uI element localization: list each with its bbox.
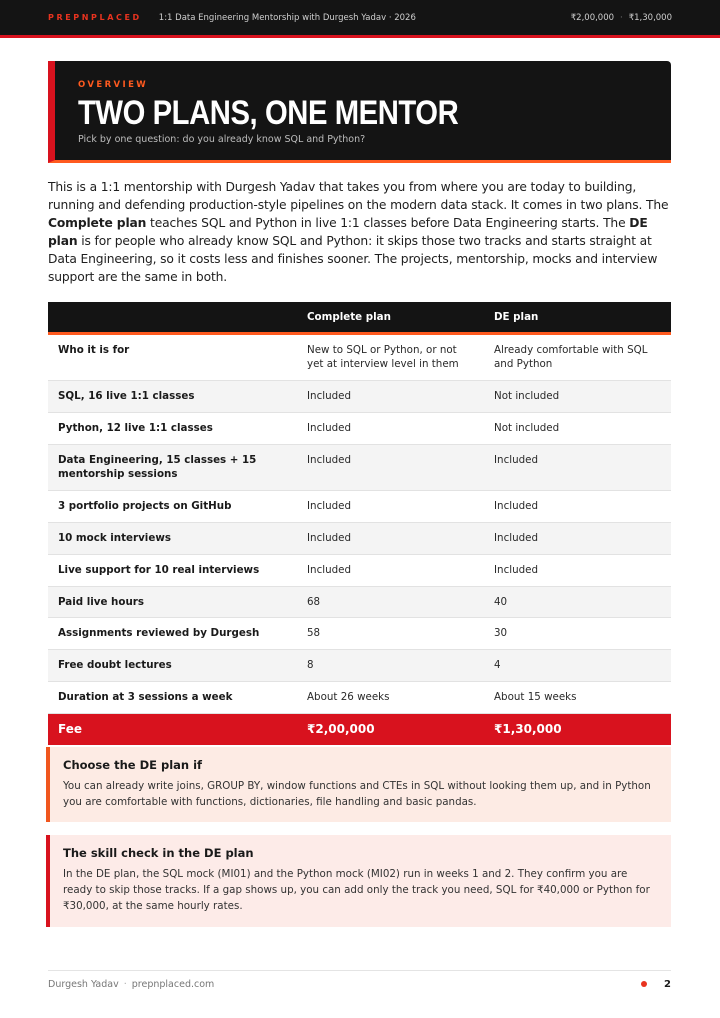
row-label: Who it is for — [48, 333, 297, 381]
intro-paragraph — [48, 178, 672, 287]
complete-plan-cell: 8 — [297, 650, 484, 682]
de-plan-cell: 30 — [484, 618, 671, 650]
callout-heading: Choose the DE plan if — [63, 758, 203, 772]
footer-site-link[interactable]: prepnplaced.com — [131, 978, 215, 990]
fee-de-plan: ₹1,30,000 — [484, 713, 671, 744]
price-separator: · — [620, 12, 623, 23]
intro-text-3: is for people who already know SQL and Python: it skips those two tracks and starts straight at Data Engineering, so it costs less and finishes sooner. The projects, mentorship, mocks and interview support are the same in both. — [48, 234, 658, 285]
row-label: 3 portfolio projects on GitHub — [48, 491, 297, 523]
de-plan-cell: Included — [484, 444, 671, 491]
de-plan-cell: Included — [484, 554, 671, 586]
page-subtitle: Pick by one question: do you already know SQL and Python? — [78, 134, 366, 145]
complete-plan-cell: 68 — [297, 586, 484, 618]
de-plan-term: DE plan — [48, 216, 648, 249]
fee-row — [48, 713, 671, 744]
row-label: Duration at 3 sessions a week — [48, 682, 297, 714]
table-row — [48, 412, 671, 444]
price-complete: ₹2,00,000 — [570, 12, 615, 23]
table-row — [48, 618, 671, 650]
plan-comparison-table — [48, 302, 671, 745]
table-row — [48, 491, 671, 523]
complete-plan-cell: Included — [297, 491, 484, 523]
overview-hero — [48, 61, 671, 163]
page-footer — [48, 976, 671, 992]
callout-choose-de — [46, 747, 671, 822]
callout-skill-check — [46, 835, 671, 927]
row-label: Free doubt lectures — [48, 650, 297, 682]
page-number: 2 — [664, 978, 671, 990]
intro-text-2: teaches SQL and Python in live 1:1 classes before Data Engineering starts. The — [146, 216, 630, 231]
table-header-row — [48, 302, 671, 333]
fee-label: Fee — [48, 713, 297, 744]
footer-author: Durgesh Yadav — [48, 978, 119, 990]
top-bar — [0, 0, 720, 38]
page-title: TWO PLANS, ONE MENTOR — [78, 94, 459, 132]
callout-body: In the DE plan, the SQL mock (MI01) and the Python mock (MI02) run in weeks 1 and 2. They confirm you are ready to skip those tracks. If a gap shows up, you can add only the track you need, SQL for ₹40,000 or Python for ₹30,000, at the same hourly rates. — [63, 868, 650, 912]
complete-plan-cell: Included — [297, 444, 484, 491]
row-label: SQL, 16 live 1:1 classes — [48, 381, 297, 413]
complete-plan-cell: Included — [297, 554, 484, 586]
de-plan-cell: 4 — [484, 650, 671, 682]
row-label: Python, 12 live 1:1 classes — [48, 412, 297, 444]
header-complete-plan: Complete plan — [297, 302, 484, 333]
de-plan-cell: Not included — [484, 412, 671, 444]
document-title: 1:1 Data Engineering Mentorship with Durgesh Yadav · 2026 — [158, 12, 416, 23]
price-summary — [571, 13, 672, 23]
complete-plan-cell: Included — [297, 381, 484, 413]
header-de-plan: DE plan — [484, 302, 671, 333]
callout-heading: The skill check in the DE plan — [63, 846, 254, 860]
de-plan-cell: About 15 weeks — [484, 682, 671, 714]
row-label: Data Engineering, 15 classes + 15 mentorship sessions — [48, 444, 297, 491]
table-row — [48, 682, 671, 714]
brand-logo: PREPNPLACED — [48, 13, 142, 22]
complete-plan-cell: 58 — [297, 618, 484, 650]
footer-dot-icon — [641, 981, 647, 987]
price-de: ₹1,30,000 — [628, 12, 672, 23]
fee-complete-plan: ₹2,00,000 — [297, 713, 484, 744]
de-plan-cell: Not included — [484, 381, 671, 413]
complete-plan-cell: About 26 weeks — [297, 682, 484, 714]
de-plan-cell: 40 — [484, 586, 671, 618]
footer-divider — [48, 970, 671, 971]
table-row — [48, 381, 671, 413]
table-row — [48, 444, 671, 491]
de-plan-cell: Included — [484, 491, 671, 523]
complete-plan-cell: Included — [297, 523, 484, 555]
complete-plan-cell: Included — [297, 412, 484, 444]
row-label: 10 mock interviews — [48, 523, 297, 555]
table-row — [48, 554, 671, 586]
row-label: Assignments reviewed by Durgesh — [48, 618, 297, 650]
table-row — [48, 650, 671, 682]
de-plan-cell: Included — [484, 523, 671, 555]
intro-text-1: This is a 1:1 mentorship with Durgesh Yadav that takes you from where you are today to building, running and defending production-style pipelines on the modern data stack. It comes in two plans. The — [48, 180, 669, 213]
table-row — [48, 523, 671, 555]
footer-separator: · — [123, 978, 127, 990]
callout-body: You can already write joins, GROUP BY, window functions and CTEs in SQL without looking them up, and in Python you are comfortable with functions, dictionaries, file handling and basic pandas. — [63, 780, 651, 808]
table-row — [48, 586, 671, 618]
table-row — [48, 333, 671, 381]
section-eyebrow: OVERVIEW — [78, 80, 149, 90]
de-plan-cell: Already comfortable with SQL and Python — [484, 333, 671, 381]
complete-plan-cell: New to SQL or Python, or not yet at interview level in them — [297, 333, 484, 381]
row-label: Live support for 10 real interviews — [48, 554, 297, 586]
row-label: Paid live hours — [48, 586, 297, 618]
header-feature — [48, 302, 297, 333]
complete-plan-term: Complete plan — [48, 216, 147, 231]
